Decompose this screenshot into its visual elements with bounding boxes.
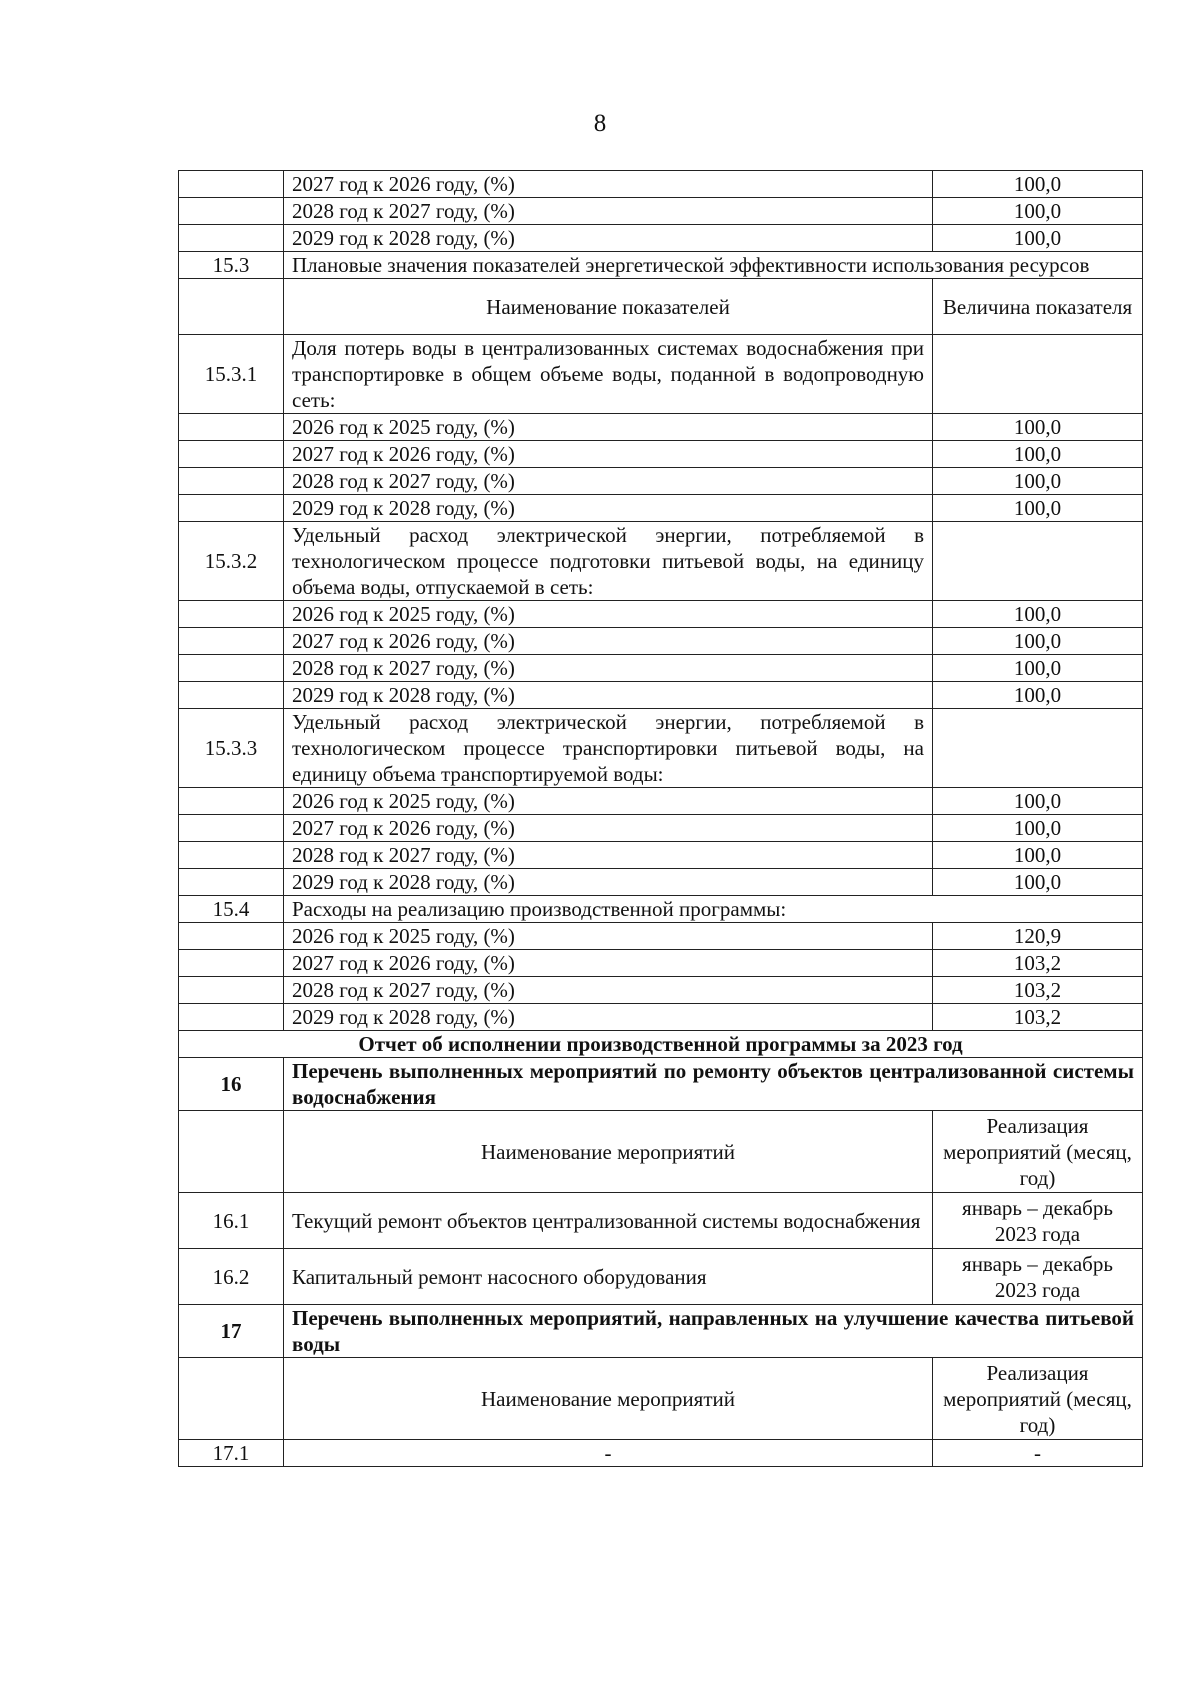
row-number bbox=[179, 950, 284, 977]
section-title: Перечень выполненных мероприятий, направленных на улучшение качества питьевой воды bbox=[284, 1305, 1143, 1358]
row-number bbox=[179, 788, 284, 815]
activity-row bbox=[179, 1193, 1143, 1249]
row-value: 100,0 bbox=[933, 414, 1143, 441]
column-header-value: Реализация мероприятий (месяц, год) bbox=[933, 1358, 1143, 1440]
row-text: 2028 год к 2027 году, (%) bbox=[284, 842, 933, 869]
row-text: 2026 год к 2025 году, (%) bbox=[284, 923, 933, 950]
row-number bbox=[179, 279, 284, 335]
row-text: 2029 год к 2028 году, (%) bbox=[284, 225, 933, 252]
row-value: 100,0 bbox=[933, 198, 1143, 225]
section-title: Плановые значения показателей энергетической эффективности использования ресурсов bbox=[284, 252, 1143, 279]
indicator-row bbox=[179, 335, 1143, 414]
indicator-value bbox=[933, 335, 1143, 414]
row-number bbox=[179, 1111, 284, 1193]
column-header-value: Величина показателя bbox=[933, 279, 1143, 335]
indicator-row bbox=[179, 709, 1143, 788]
row-value: 120,9 bbox=[933, 923, 1143, 950]
activity-row bbox=[179, 1440, 1143, 1467]
activity-row bbox=[179, 1249, 1143, 1305]
activity-number: 16.2 bbox=[179, 1249, 284, 1305]
indicators-table bbox=[178, 170, 1143, 1467]
section-row bbox=[179, 252, 1143, 279]
activity-name: Текущий ремонт объектов централизованной системы водоснабжения bbox=[284, 1193, 933, 1249]
row-text: 2029 год к 2028 году, (%) bbox=[284, 1004, 933, 1031]
table-row bbox=[179, 655, 1143, 682]
section-row bbox=[179, 1305, 1143, 1358]
row-number bbox=[179, 682, 284, 709]
row-text: 2026 год к 2025 году, (%) bbox=[284, 601, 933, 628]
activity-period: январь – декабрь 2023 года bbox=[933, 1193, 1143, 1249]
activity-period: январь – декабрь 2023 года bbox=[933, 1249, 1143, 1305]
row-value: 100,0 bbox=[933, 788, 1143, 815]
row-number bbox=[179, 441, 284, 468]
table-row bbox=[179, 842, 1143, 869]
row-number bbox=[179, 628, 284, 655]
column-header-name: Наименование мероприятий bbox=[284, 1111, 933, 1193]
report-header-row bbox=[179, 1031, 1143, 1058]
section-number: 16 bbox=[179, 1058, 284, 1111]
table-row bbox=[179, 977, 1143, 1004]
column-header-name: Наименование мероприятий bbox=[284, 1358, 933, 1440]
row-text: 2026 год к 2025 году, (%) bbox=[284, 788, 933, 815]
row-value: 100,0 bbox=[933, 628, 1143, 655]
row-text: 2027 год к 2026 году, (%) bbox=[284, 815, 933, 842]
table-row bbox=[179, 950, 1143, 977]
row-number bbox=[179, 601, 284, 628]
indicator-text: Удельный расход электрической энергии, потребляемой в технологическом процессе подготовки питьевой воды, на единицу объема воды, отпускаемой в сеть: bbox=[284, 522, 933, 601]
table-row bbox=[179, 869, 1143, 896]
section-number: 15.4 bbox=[179, 896, 284, 923]
row-value: 103,2 bbox=[933, 977, 1143, 1004]
table-row bbox=[179, 198, 1143, 225]
activity-number: 17.1 bbox=[179, 1440, 284, 1467]
row-value: 100,0 bbox=[933, 171, 1143, 198]
row-text: 2028 год к 2027 году, (%) bbox=[284, 198, 933, 225]
table-row bbox=[179, 923, 1143, 950]
row-number bbox=[179, 923, 284, 950]
row-text: 2027 год к 2026 году, (%) bbox=[284, 441, 933, 468]
row-number bbox=[179, 842, 284, 869]
indicator-number: 15.3.1 bbox=[179, 335, 284, 414]
activity-number: 16.1 bbox=[179, 1193, 284, 1249]
row-text: 2028 год к 2027 году, (%) bbox=[284, 977, 933, 1004]
section-title: Перечень выполненных мероприятий по ремонту объектов централизованной системы водоснабжения bbox=[284, 1058, 1143, 1111]
row-number bbox=[179, 1004, 284, 1031]
row-number bbox=[179, 655, 284, 682]
row-number bbox=[179, 468, 284, 495]
row-text: 2027 год к 2026 году, (%) bbox=[284, 950, 933, 977]
section-number: 15.3 bbox=[179, 252, 284, 279]
row-text: 2029 год к 2028 году, (%) bbox=[284, 495, 933, 522]
page-number: 8 bbox=[593, 110, 607, 137]
row-value: 100,0 bbox=[933, 468, 1143, 495]
indicator-number: 15.3.2 bbox=[179, 522, 284, 601]
section-number: 17 bbox=[179, 1305, 284, 1358]
row-text: 2029 год к 2028 году, (%) bbox=[284, 682, 933, 709]
table-row bbox=[179, 468, 1143, 495]
row-value: 100,0 bbox=[933, 655, 1143, 682]
table-row bbox=[179, 788, 1143, 815]
row-number bbox=[179, 815, 284, 842]
table-row bbox=[179, 171, 1143, 198]
column-header-value: Реализация мероприятий (месяц, год) bbox=[933, 1111, 1143, 1193]
indicator-row bbox=[179, 522, 1143, 601]
row-text: 2028 год к 2027 году, (%) bbox=[284, 655, 933, 682]
indicator-value bbox=[933, 709, 1143, 788]
section-title: Расходы на реализацию производственной программы: bbox=[284, 896, 1143, 923]
table-row bbox=[179, 628, 1143, 655]
row-value: 100,0 bbox=[933, 601, 1143, 628]
activity-name: - bbox=[284, 1440, 933, 1467]
table-row bbox=[179, 414, 1143, 441]
row-value: 103,2 bbox=[933, 1004, 1143, 1031]
column-header-row bbox=[179, 1358, 1143, 1440]
indicator-value bbox=[933, 522, 1143, 601]
row-number bbox=[179, 1358, 284, 1440]
row-text: 2027 год к 2026 году, (%) bbox=[284, 171, 933, 198]
row-value: 100,0 bbox=[933, 682, 1143, 709]
table-row bbox=[179, 1004, 1143, 1031]
row-number bbox=[179, 495, 284, 522]
indicator-text: Удельный расход электрической энергии, потребляемой в технологическом процессе транспортировки питьевой воды, на единицу объема транспортируемой воды: bbox=[284, 709, 933, 788]
activity-period: - bbox=[933, 1440, 1143, 1467]
report-title: Отчет об исполнении производственной программы за 2023 год bbox=[179, 1031, 1143, 1058]
table-row bbox=[179, 225, 1143, 252]
row-number bbox=[179, 977, 284, 1004]
indicator-number: 15.3.3 bbox=[179, 709, 284, 788]
row-text: 2029 год к 2028 году, (%) bbox=[284, 869, 933, 896]
row-number bbox=[179, 171, 284, 198]
row-value: 100,0 bbox=[933, 842, 1143, 869]
row-text: 2028 год к 2027 году, (%) bbox=[284, 468, 933, 495]
row-value: 100,0 bbox=[933, 441, 1143, 468]
row-number bbox=[179, 225, 284, 252]
activity-name: Капитальный ремонт насосного оборудования bbox=[284, 1249, 933, 1305]
row-value: 100,0 bbox=[933, 815, 1143, 842]
column-header-row bbox=[179, 1111, 1143, 1193]
row-text: 2026 год к 2025 году, (%) bbox=[284, 414, 933, 441]
row-number bbox=[179, 198, 284, 225]
indicator-text: Доля потерь воды в централизованных системах водоснабжения при транспортировке в общем объеме воды, поданной в водопроводную сеть: bbox=[284, 335, 933, 414]
table-row bbox=[179, 815, 1143, 842]
table-row bbox=[179, 495, 1143, 522]
row-number bbox=[179, 869, 284, 896]
row-value: 100,0 bbox=[933, 225, 1143, 252]
column-header-name: Наименование показателей bbox=[284, 279, 933, 335]
row-value: 103,2 bbox=[933, 950, 1143, 977]
row-value: 100,0 bbox=[933, 495, 1143, 522]
row-value: 100,0 bbox=[933, 869, 1143, 896]
table-row bbox=[179, 441, 1143, 468]
table-row bbox=[179, 601, 1143, 628]
column-header-row bbox=[179, 279, 1143, 335]
table-row bbox=[179, 682, 1143, 709]
section-row bbox=[179, 896, 1143, 923]
section-row bbox=[179, 1058, 1143, 1111]
row-text: 2027 год к 2026 году, (%) bbox=[284, 628, 933, 655]
row-number bbox=[179, 414, 284, 441]
